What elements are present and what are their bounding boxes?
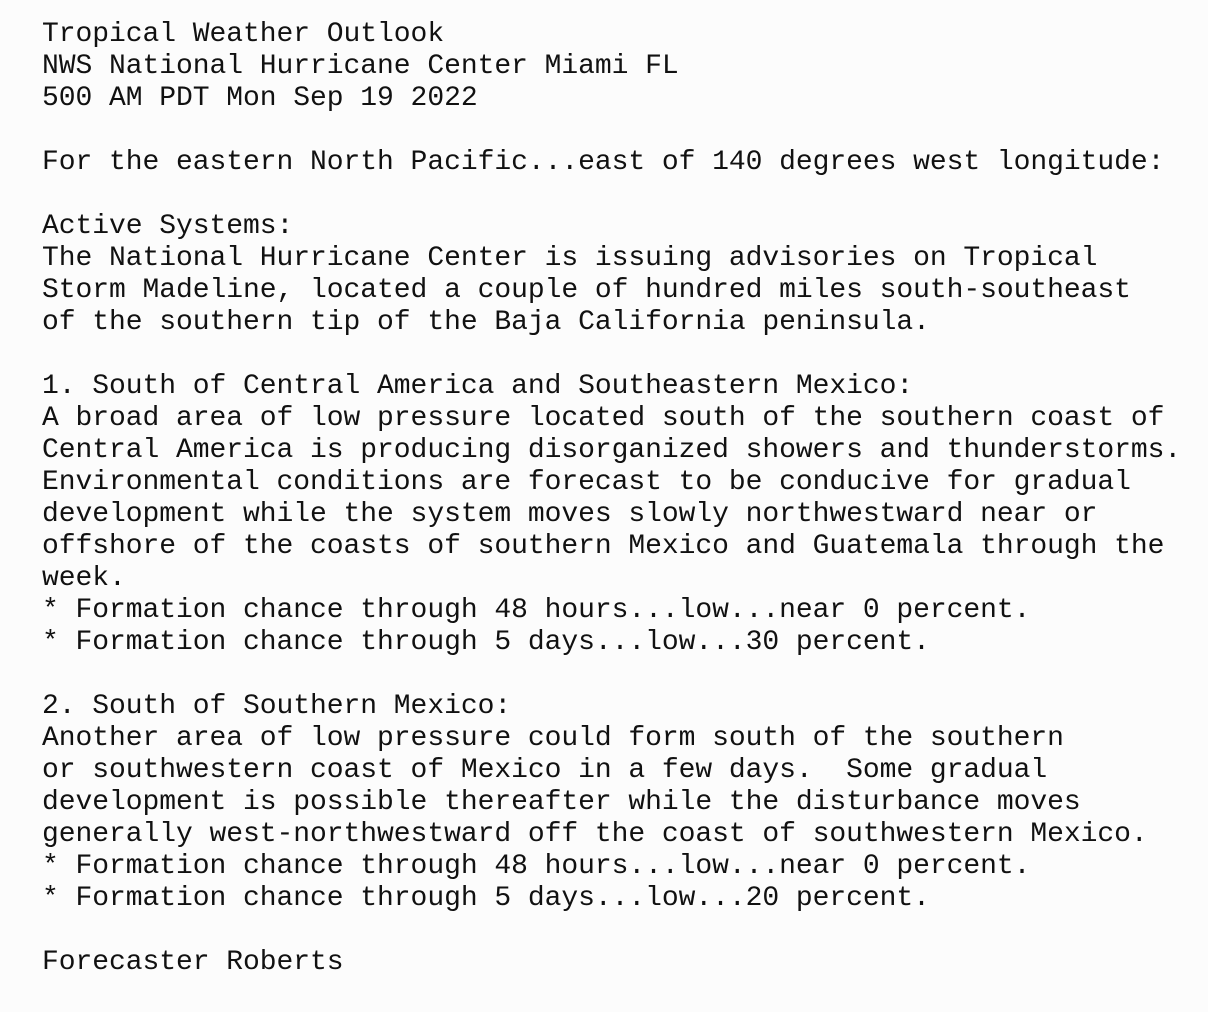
area-1-chance-5d: * Formation chance through 5 days...low...30 percent. (42, 627, 930, 658)
issue-time: 500 AM PDT Mon Sep 19 2022 (42, 83, 478, 114)
blank-line (42, 115, 1208, 147)
active-systems-line: of the southern tip of the Baja California peninsula. (42, 307, 930, 338)
area-1-chance-48h: * Formation chance through 48 hours...low...near 0 percent. (42, 595, 1031, 626)
active-systems-line: The National Hurricane Center is issuing advisories on Tropical (42, 243, 1098, 274)
region-statement: For the eastern North Pacific...east of 140 degrees west longitude: (42, 147, 1165, 178)
issuing-office: NWS National Hurricane Center Miami FL (42, 51, 679, 82)
area-2-line: development is possible thereafter while the disturbance moves (42, 787, 1081, 818)
area-1-line: A broad area of low pressure located south of the southern coast of (42, 403, 1165, 434)
area-2-heading: 2. South of Southern Mexico: (42, 691, 512, 722)
active-systems-heading: Active Systems: (42, 211, 294, 242)
area-1-line: offshore of the coasts of southern Mexico and Guatemala through the (42, 531, 1165, 562)
area-2-line: or southwestern coast of Mexico in a few days. Some gradual (42, 755, 1048, 786)
area-1-line: Central America is producing disorganized showers and thunderstorms. (42, 435, 1182, 466)
area-2-line: generally west-northwestward off the coast of southwestern Mexico. (42, 819, 1148, 850)
blank-line (42, 659, 1208, 691)
area-2-chance-5d: * Formation chance through 5 days...low...20 percent. (42, 883, 930, 914)
document-title: Tropical Weather Outlook (42, 19, 445, 50)
area-1-heading: 1. South of Central America and Southeastern Mexico: (42, 371, 914, 402)
blank-line (42, 915, 1208, 947)
forecaster-signature: Forecaster Roberts (42, 947, 344, 978)
area-1-line: development while the system moves slowly northwestward near or (42, 499, 1098, 530)
area-1-line: Environmental conditions are forecast to be conducive for gradual (42, 467, 1131, 498)
area-2-chance-48h: * Formation chance through 48 hours...low...near 0 percent. (42, 851, 1031, 882)
active-systems-line: Storm Madeline, located a couple of hundred miles south-southeast (42, 275, 1131, 306)
area-1-line: week. (42, 563, 126, 594)
blank-line (42, 179, 1208, 211)
blank-line (42, 339, 1208, 371)
area-2-line: Another area of low pressure could form south of the southern (42, 723, 1064, 754)
